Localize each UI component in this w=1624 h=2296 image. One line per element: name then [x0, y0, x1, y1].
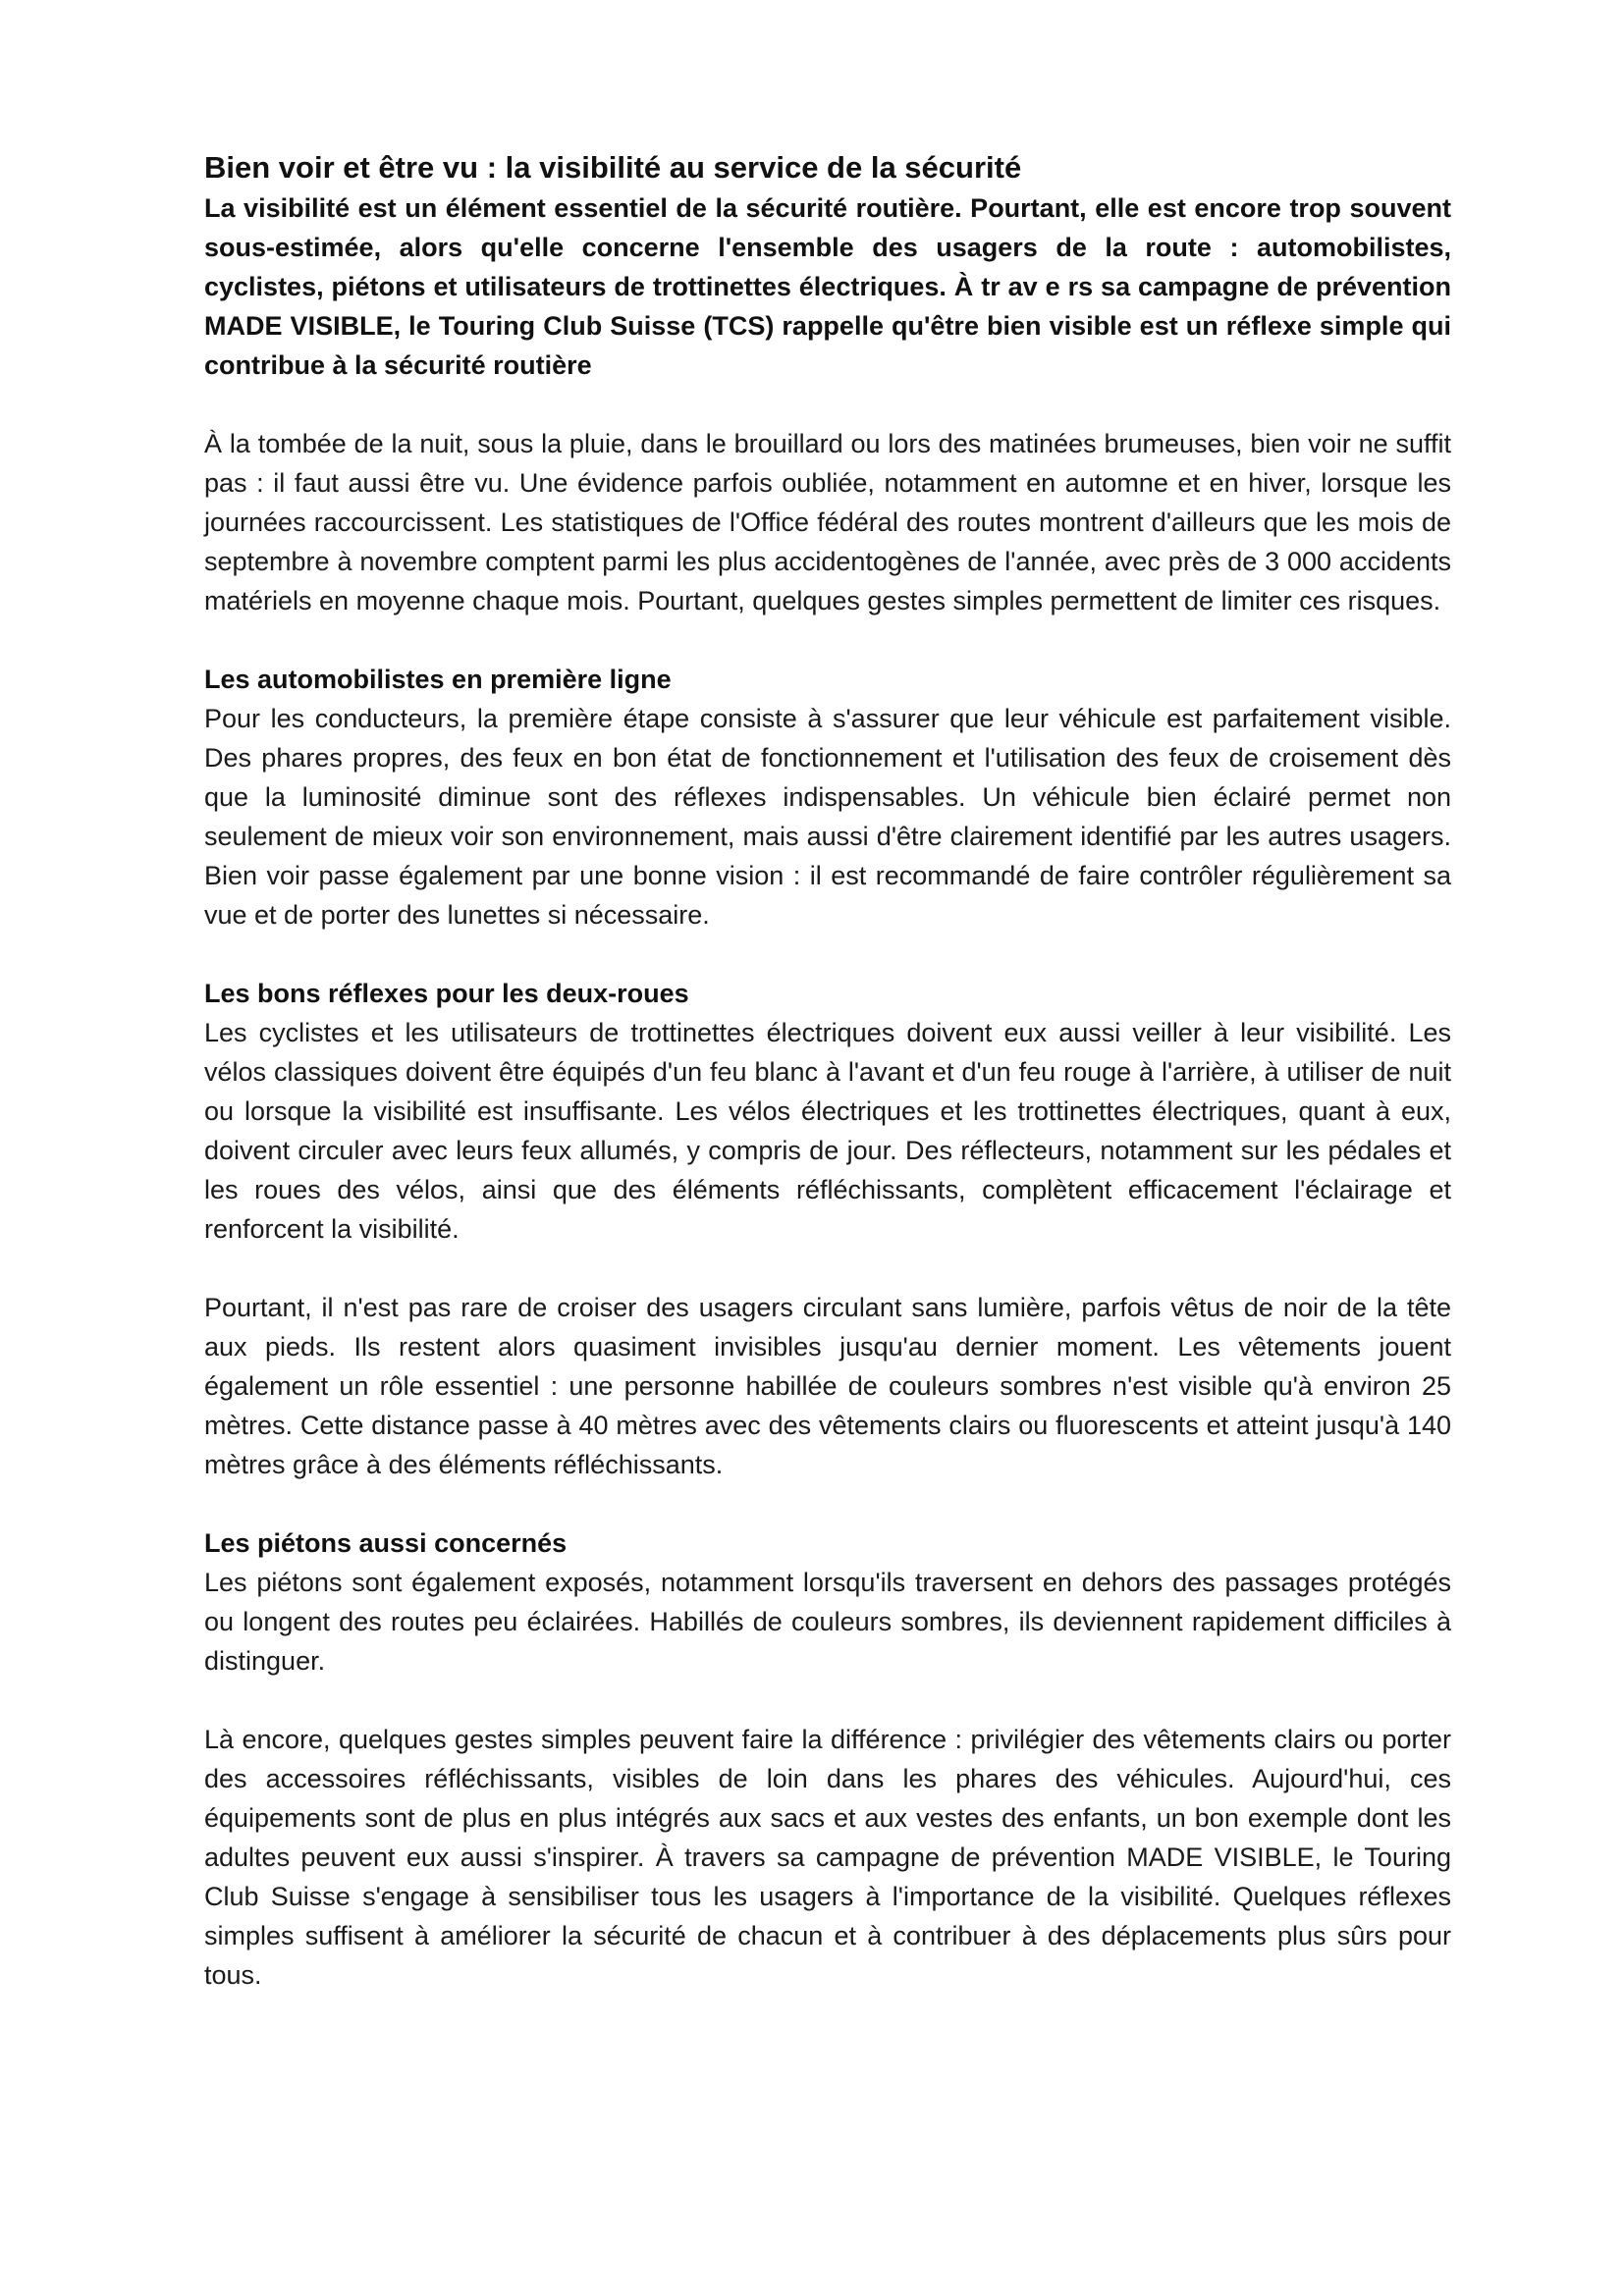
intro-paragraph: À la tombée de la nuit, sous la pluie, dans le brouillard ou lors des matinées brumeuses, bien voir ne suffit pas : il faut aussi être vu. Une évidence parfois oubliée, notamment en automne et en hiver, lorsque les journées raccourcissent. Les statistiques de l'Office fédéral des routes montrent d'ailleurs que les mois de septembre à novembre comptent parmi les plus accidentogènes de l'année, avec près de 3 000 accidents matériels en moyenne chaque mois. Pourtant, quelques gestes simples permettent de limiter ces risques. — [204, 429, 1451, 615]
section-pedestrians — [204, 1523, 1451, 1995]
paragraph-gap — [204, 1681, 1451, 1720]
document-page — [204, 147, 1451, 1995]
section-drivers — [204, 660, 1451, 934]
section-paragraph: Là encore, quelques gestes simples peuvent faire la différence : privilégier des vêtements clairs ou porter des accessoires réfléchissants, visibles de loin dans les phares des véhicules. Aujourd'hui, ces équipements sont de plus en plus intégrés aux sacs et aux vestes des enfants, un bon exemple dont les adultes peuvent eux aussi s'inspirer. À travers sa campagne de prévention MADE VISIBLE, le Touring Club Suisse s'engage à sensibiliser tous les usagers à l'importance de la visibilité. Quelques réflexes simples suffisent à améliorer la sécurité de chacun et à contribuer à des déplacements plus sûrs pour tous. — [204, 1725, 1451, 1990]
section-two-wheelers — [204, 974, 1451, 1484]
section-heading: Les automobilistes en première ligne — [204, 665, 672, 694]
document-title: Bien voir et être vu : la visibilité au service de la sécurité — [204, 150, 1022, 185]
lead-paragraph: La visibilité est un élément essentiel de la sécurité routière. Pourtant, elle est encore trop souvent sous-estimée, alors qu'elle concerne l'ensemble des usagers de la route : automobilistes, cyclistes, piétons et utilisateurs de trottinettes électriques. À tr av e rs sa campagne de prévention MADE VISIBLE, le Touring Club Suisse (TCS) rappelle qu'être bien visible est un réflexe simple qui contribue à la sécurité routière — [204, 193, 1451, 380]
section-paragraph: Les cyclistes et les utilisateurs de trottinettes électriques doivent eux aussi veiller à leur visibilité. Les vélos classiques doivent être équipés d'un feu blanc à l'avant et d'un feu rouge à l'arrière, à utiliser de nuit ou lorsque la visibilité est insuffisante. Les vélos électriques et les trottinettes électriques, quant à eux, doivent circuler avec leurs feux allumés, y compris de jour. Des réflecteurs, notamment sur les pédales et les roues des vélos, ainsi que des éléments réfléchissants, complètent efficacement l'éclairage et renforcent la visibilité. — [204, 1018, 1451, 1244]
section-heading: Les bons réflexes pour les deux-roues — [204, 979, 689, 1008]
section-paragraph: Pourtant, il n'est pas rare de croiser des usagers circulant sans lumière, parfois vêtus de noir de la tête aux pieds. Ils restent alors quasiment invisibles jusqu'au dernier moment. Les vêtements jouent également un rôle essentiel : une personne habillée de couleurs sombres n'est visible qu'à environ 25 mètres. Cette distance passe à 40 mètres avec des vêtements clairs ou fluorescents et atteint jusqu'à 140 mètres grâce à des éléments réfléchissants. — [204, 1293, 1451, 1479]
paragraph-gap — [204, 1249, 1451, 1288]
section-paragraph: Les piétons sont également exposés, notamment lorsqu'ils traversent en dehors des passages protégés ou longent des routes peu éclairées. Habillés de couleurs sombres, ils deviennent rapidement difficiles à distinguer. — [204, 1568, 1451, 1676]
section-paragraph: Pour les conducteurs, la première étape consiste à s'assurer que leur véhicule est parfaitement visible. Des phares propres, des feux en bon état de fonctionnement et l'utilisation des feux de croisement dès que la luminosité diminue sont des réflexes indispensables. Un véhicule bien éclairé permet non seulement de mieux voir son environnement, mais aussi d'être clairement identifié par les autres usagers. Bien voir passe également par une bonne vision : il est recommandé de faire contrôler régulièrement sa vue et de porter des lunettes si nécessaire. — [204, 704, 1451, 930]
section-heading: Les piétons aussi concernés — [204, 1528, 568, 1558]
